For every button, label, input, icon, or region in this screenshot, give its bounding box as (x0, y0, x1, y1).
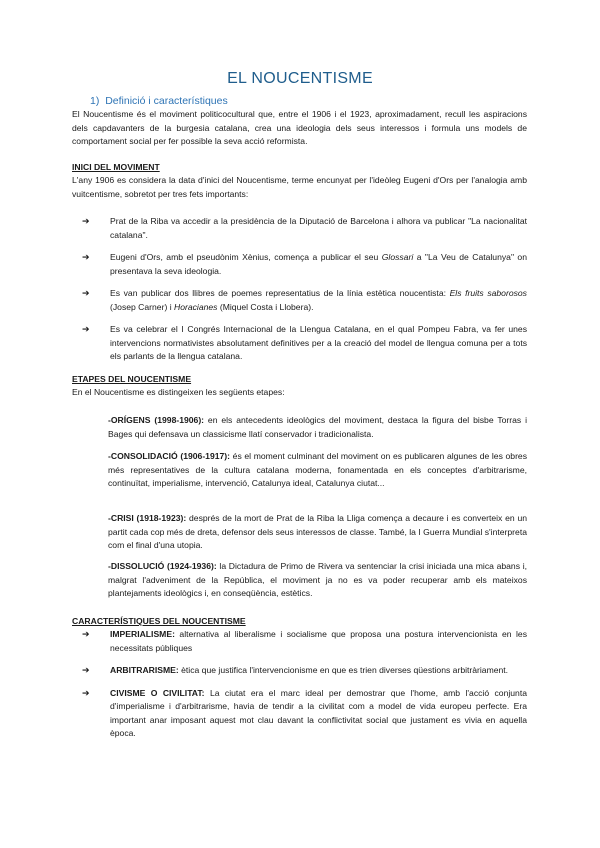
list-item: ➔ CIVISME O CIVILITAT: La ciutat era el marc ideal per demostrar que l'home, amb l'acció conjunta d'imperialisme i d'arbitrarisme, havia de tendir a la civilitat com a model de vida europeu perfecte. Era important anar imposant aquest mot clau davant la conflictivitat social que justament es vivia en aquella època. (82, 687, 528, 738)
arrow-icon: ➔ (82, 324, 90, 334)
intro-paragraph: El Noucentisme és el moviment politicocultural que, entre el 1906 i el 1923, aproximadament, recull les aspiracions dels capdavanters de la burgesia catalana, crea una ideologia dels seus interessos i formula uns models de comportament social per fer possible la seva acció reformista. (72, 109, 527, 146)
list-item: ➔ ARBITRARISME: ètica que justifica l'intervencionisme en que es trien diverses qüestions arbitràriament. (72, 664, 527, 678)
list-item: ➔ Prat de la Riba va accedir a la presidència de la Diputació de Barcelona i alhora va publicar "La nacionalitat catalana". (82, 216, 527, 240)
inici-list (72, 215, 527, 364)
etapes-paragraph: En el Noucentisme es distingeixen les següents etapes: (72, 387, 285, 397)
arrow-icon: ➔ (82, 216, 90, 226)
list-item: ➔ IMPERIALISME: alternativa al liberalisme i socialisme que proposa una postura intervencionista en les necessitats públiques (82, 629, 527, 653)
list-item: ➔ Eugeni d'Ors, amb el pseudònim Xènius, comença a publicar el seu Glossari a "La Veu de Catalunya" on presentava la seva ideologia. (82, 252, 527, 276)
inici-paragraph: L'any 1906 es considera la data d'inici del Noucentisme, terme encunyat per l'ideòleg Eugeni d'Ors per l'analogia amb vuitcentisme, sobretot per tres fets importants: (72, 175, 527, 199)
list-item: ➔ Es va celebrar el I Congrés Internacional de la Llengua Catalana, en el qual Pompeu Fabra, va fer unes intervencions normativistes absolutament definitives per a la creació del model de llengua comuna per a tots els parlants de la llengua catalana. (82, 324, 527, 361)
stage-item: -CRISI (1918-1923): després de la mort de Prat de la Riba la Lliga comença a decaure i es converteix en un partit cada cop més de dreta, defensor dels seus interessos de classe. També, la I Guerra Mundial s'interpreta com el final d'una utopia. (108, 513, 528, 550)
section-number: 1) (90, 95, 100, 107)
arrow-icon: ➔ (82, 288, 90, 298)
arrow-icon: ➔ (82, 687, 90, 698)
arrow-icon: ➔ (82, 252, 90, 262)
section-heading (90, 95, 228, 107)
inici-heading: INICI DEL MOVIMENT (72, 162, 160, 172)
caracteristiques-list (72, 628, 527, 741)
page-title: EL NOUCENTISME (227, 70, 373, 87)
stage-item: -DISSOLUCIÓ (1924-1936): la Dictadura de Primo de Rivera va sentenciar la crisi iniciada una mica abans i, malgrat l'adveniment de la República, el moviment ja no es va poder recuperar amb els mateixos plantejaments ideològics i, en conseqüència, estètics. (108, 561, 527, 598)
stage-item: -CONSOLIDACIÓ (1906-1917): és el moment culminant del moviment on es publicaren algunes de les obres més representatives de la cultura catalana moderna, fonamentada en els conceptes d'arbitrarisme, continuïtat, imperialisme, intervenció, Catalunya ideal, Catalunya ciutat... (108, 451, 528, 488)
caracteristiques-heading: CARACTERÍSTIQUES DEL NOUCENTISME (72, 616, 246, 626)
arrow-icon: ➔ (82, 665, 90, 675)
list-item: ➔ Es van publicar dos llibres de poemes representatius de la línia estètica noucentista: Els fruits saborosos (Josep Carner) i Horacianes (Miquel Costa i Llobera). (82, 288, 527, 312)
etapes-heading: ETAPES DEL NOUCENTISME (72, 374, 192, 384)
section-title: Definició i característiques (105, 95, 228, 107)
stage-item: -ORÍGENS (1998-1906): en els antecedents ideològics del moviment, destaca la figura del bisbe Torras i Bages qui defensava un classicisme llatí conservador i tradicionalista. (108, 415, 527, 439)
arrow-icon: ➔ (82, 629, 90, 639)
